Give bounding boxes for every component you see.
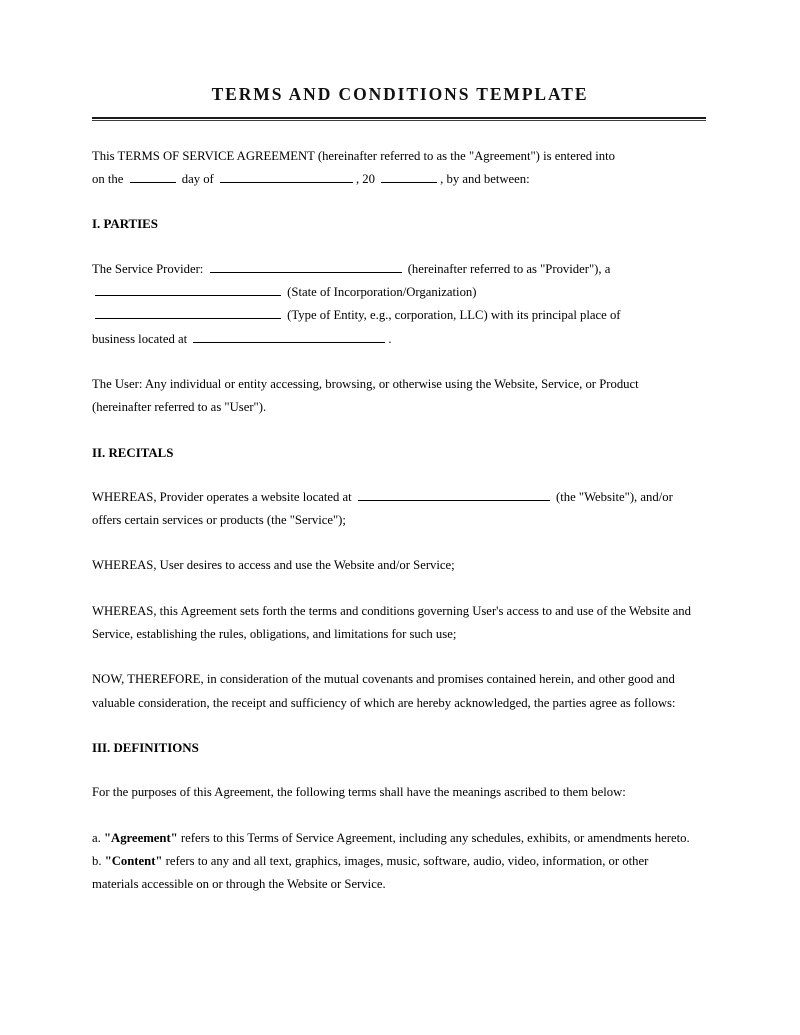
section-heading-parties: I. PARTIES bbox=[92, 217, 158, 232]
definition-term-b: "Content" bbox=[104, 853, 163, 868]
section-heading-recitals: II. RECITALS bbox=[92, 445, 174, 460]
whereas-1-lead: WHEREAS, Provider operates a website located at bbox=[92, 489, 352, 504]
intro-year-label: , 20 bbox=[355, 172, 375, 187]
provider-business-lead: business located at bbox=[92, 331, 188, 346]
blank-provider-name[interactable] bbox=[210, 263, 402, 273]
blank-day[interactable] bbox=[130, 173, 176, 183]
blank-year[interactable] bbox=[381, 173, 437, 183]
whereas-1-tail: (the "Website"), and/or offers certain services or products (the "Service"); bbox=[92, 489, 673, 528]
blank-website-url[interactable] bbox=[358, 491, 550, 501]
title-divider bbox=[92, 117, 706, 121]
provider-lead: The Service Provider: bbox=[92, 261, 204, 276]
provider-business-tail: . bbox=[388, 331, 392, 346]
intro-between-label: , by and between: bbox=[440, 172, 530, 187]
whereas-clause-1 bbox=[92, 486, 692, 533]
definition-item-b bbox=[92, 850, 692, 897]
definition-text-a: refers to this Terms of Service Agreement, including any schedules, exhibits, or amendments hereto. bbox=[180, 830, 690, 845]
intro-line-1: This TERMS OF SERVICE AGREEMENT (hereinafter referred to as the "Agreement") is entered into bbox=[92, 148, 615, 163]
intro-paragraph bbox=[92, 145, 692, 192]
page-title: TERMS AND CONDITIONS TEMPLATE bbox=[211, 84, 589, 104]
blank-business-address[interactable] bbox=[193, 333, 385, 343]
definitions-lead-in: For the purposes of this Agreement, the following terms shall have the meanings ascribed to them below: bbox=[92, 785, 626, 800]
intro-day-label: on the bbox=[92, 172, 124, 187]
blank-type-of-entity[interactable] bbox=[95, 309, 281, 319]
now-therefore-paragraph: NOW, THEREFORE, in consideration of the mutual covenants and promises contained herein, and other good and valuable consideration, the receipt and sufficiency of which are hereby acknowledged, the parties agree as follows: bbox=[92, 672, 676, 710]
definition-term-a: "Agreement" bbox=[103, 830, 178, 845]
provider-paragraph bbox=[92, 258, 692, 351]
intro-month-label: day of bbox=[181, 172, 214, 187]
document-body bbox=[92, 145, 692, 897]
whereas-clause-3: WHEREAS, this Agreement sets forth the terms and conditions governing User's access to and use of the Website and Service, establishing the rules, obligations, and limitations for such use; bbox=[92, 603, 691, 642]
provider-after-blank-1: (hereinafter referred to as "Provider"), a bbox=[407, 261, 611, 276]
definition-marker-a: a. bbox=[92, 830, 101, 845]
definition-item-a bbox=[92, 827, 692, 850]
user-paragraph: The User: Any individual or entity accessing, browsing, or otherwise using the Website, Service, or Product (hereinafter referred to as "User"). bbox=[92, 376, 639, 415]
definitions-list bbox=[92, 827, 692, 897]
blank-month[interactable] bbox=[220, 173, 353, 183]
provider-after-blank-2: (State of Incorporation/Organization) bbox=[287, 285, 477, 300]
blank-state-of-incorporation[interactable] bbox=[95, 286, 281, 296]
definition-text-b: refers to any and all text, graphics, images, music, software, audio, video, information, or other materials accessible on or through the Website or Service. bbox=[92, 853, 649, 892]
section-heading-definitions: III. DEFINITIONS bbox=[92, 740, 199, 755]
provider-after-blank-3: (Type of Entity, e.g., corporation, LLC) with its principal place of bbox=[287, 308, 621, 323]
definition-marker-b: b. bbox=[92, 853, 102, 868]
whereas-clause-2: WHEREAS, User desires to access and use the Website and/or Service; bbox=[92, 558, 455, 573]
